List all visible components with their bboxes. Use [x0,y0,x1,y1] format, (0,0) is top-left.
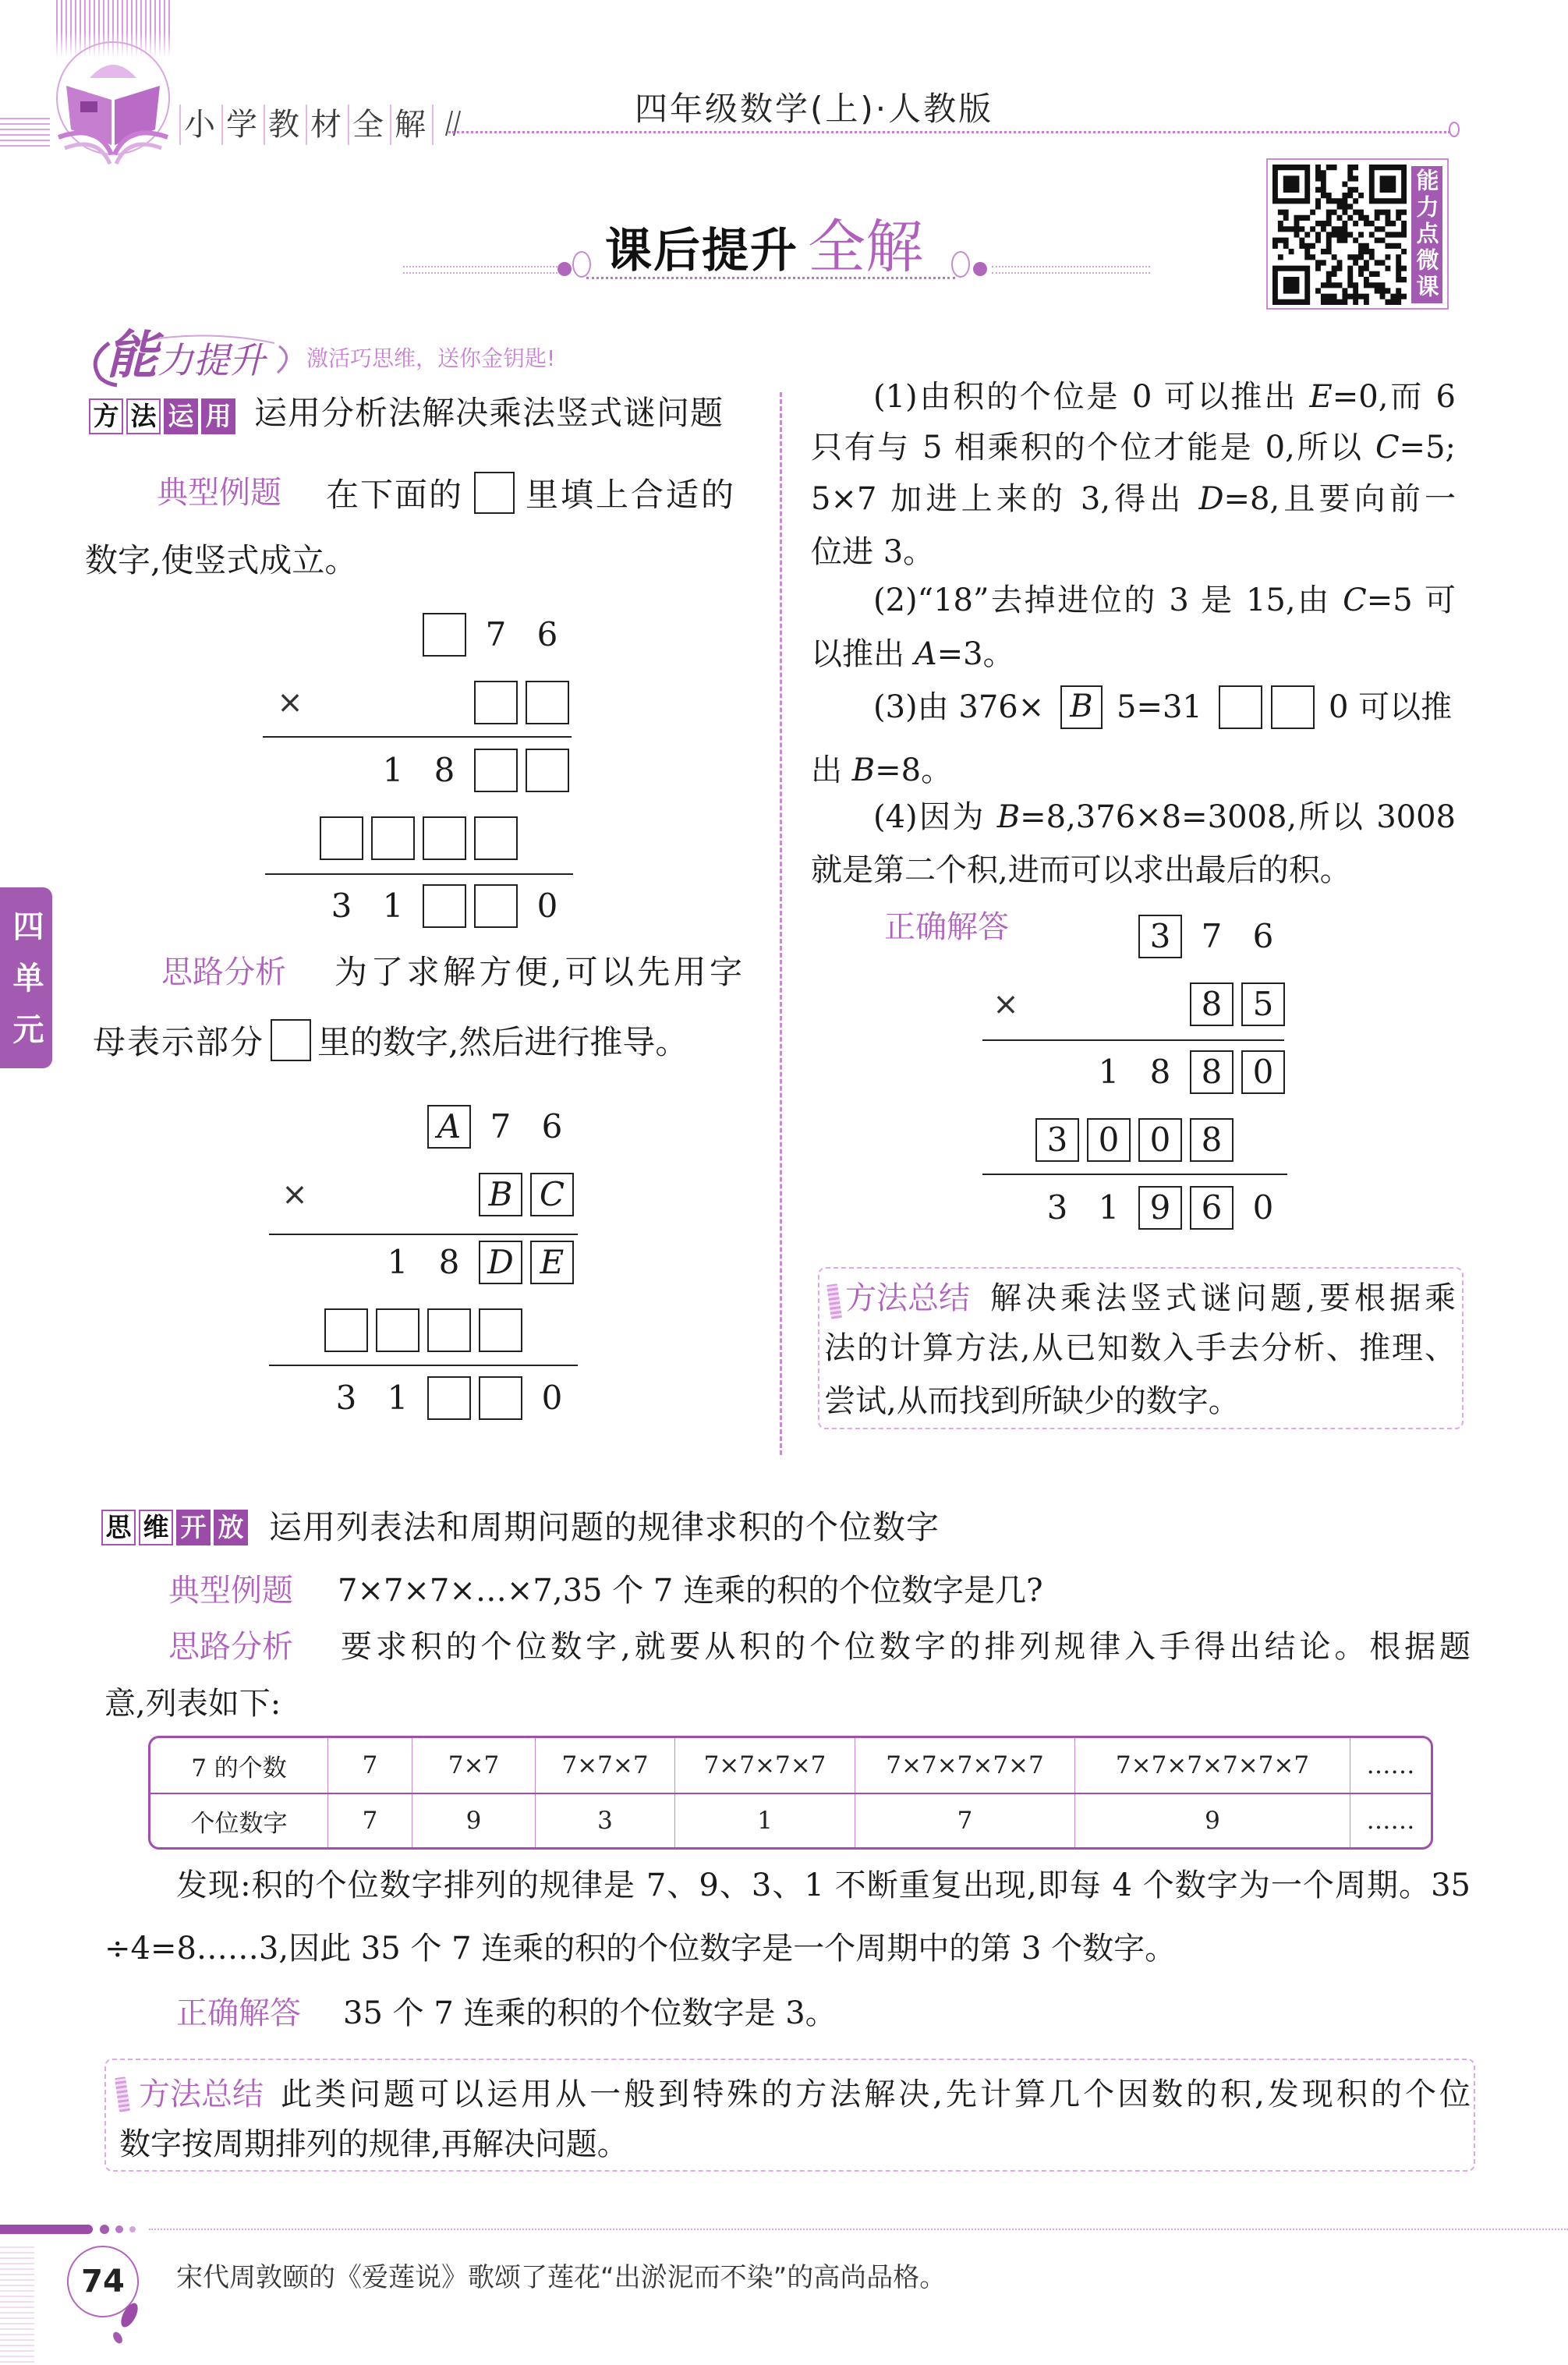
digit: 6 [541,1107,563,1145]
footer-quote: 宋代周敦颐的《爱莲说》歌颂了莲花“出淤泥而不染”的高尚品格。 [176,2262,947,2293]
table-cell: 9 [1074,1794,1350,1847]
footer-dot-icon [129,2226,136,2232]
digit: 6 [536,615,558,653]
filled-box: 6 [1190,1186,1234,1230]
analysis-label: 思路分析 [168,1629,293,1665]
summary-line: 数字按周期排列的规律,再解决问题。 [119,2126,628,2162]
table-cell: 7 [855,1794,1074,1847]
filled-box: 5 [1241,982,1285,1026]
footer-bar [0,2225,93,2234]
filled-box: B [1060,685,1103,729]
summary-line: 解决乘法竖式谜问题,要根据乘 [990,1280,1456,1316]
book-title: 四年级数学(上)·人教版 [635,90,994,128]
blank-box [320,816,363,860]
footer-stripes [0,2246,34,2363]
finding-line1: 发现:积的个位数字排列的规律是 7、9、3、1 不断重复出现,即每 4 个数字为一个周期。35 [176,1868,1471,1903]
analysis-line2 [93,1018,688,1062]
digit: 3 [1046,1188,1068,1227]
table-row [150,1793,1431,1847]
multiply-sign: × [277,684,303,720]
table-cell: 7×7×7×7 [674,1738,855,1793]
tag-char: 思 [101,1510,136,1545]
blank-box [423,884,466,928]
example-text: 在下面的 [326,476,464,514]
unit-side-tab: 四单元 [0,887,52,1068]
solution-line: 5×7 加进上来的 3,得出 D=8,且要向前一 [811,481,1456,517]
summary-label: 方法总结 [845,1280,970,1316]
filled-box: 9 [1138,1186,1182,1230]
table-cell: 7×7×7 [535,1738,674,1793]
title-underline [586,277,955,279]
variable: C [1343,582,1367,618]
table-cell: 9 [412,1794,535,1847]
open-thinking-tags [101,1510,248,1545]
analysis-line1: 为了求解方便,可以先用字 [334,953,742,991]
tag-char: 方 [89,398,123,434]
variable: B [996,799,1021,835]
digit: 7 [485,615,507,653]
finding-line2: ÷4=8……3,因此 35 个 7 连乘的积的个位数字是一个周期中的第 3 个数字。 [104,1931,1177,1967]
units-digit-table [148,1736,1433,1850]
book-logo-icon [43,37,183,170]
blank-box [423,816,466,860]
example-text: 里填上合适的 [526,476,737,514]
method-heading: 运用分析法解决乘法竖式谜问题 [254,394,724,432]
analysis-label: 思路分析 [161,954,286,990]
variable: B [851,752,876,788]
blank-box [371,816,415,860]
table-cell: 7 [327,1794,412,1847]
blank-box [474,816,518,860]
table-cell: …… [1350,1738,1431,1793]
qr-label: 能力点微课 [1411,166,1442,303]
method-tags [89,398,235,434]
answer-vertical-multiplication [993,902,1289,1241]
qr-code [1272,165,1407,305]
tag-char: 法 [126,398,161,434]
solution-line-step3 [873,685,1456,729]
variable: D [1198,481,1224,517]
title-rule-right [992,266,1150,274]
blank-box [1271,685,1315,729]
header-rule-end-icon [1449,122,1460,137]
filled-box: C [530,1173,574,1216]
solution-line: 位进 3。 [811,534,935,570]
analysis-text: 母表示部分 [93,1023,265,1061]
blank-box [474,681,518,724]
analysis-line1: 要求积的个位数字,就要从积的个位数字的排列规律入手得出结论。根据题 [341,1629,1471,1665]
tag-char: 用 [201,398,235,434]
filled-box: 8 [1190,1118,1234,1162]
digit: 0 [1252,1188,1274,1227]
pencil-icon [826,1283,842,1319]
solution-line: (1)由积的个位是 0 可以推出 E=0,而 6 [873,379,1456,415]
table-cell: 7×7×7×7×7×7 [1074,1738,1350,1793]
blank-box [271,1019,311,1061]
footer-rule [149,2229,1568,2230]
digit: 1 [387,1379,409,1417]
filled-box: B [479,1173,522,1216]
lettered-vertical-multiplication [281,1092,578,1432]
digit: 6 [1252,917,1274,955]
variable: A [914,636,937,672]
blank-box [376,1308,419,1352]
digit: 1 [387,1243,409,1281]
answer-label: 正确解答 [176,1995,301,2031]
table-cell: 7×7 [412,1738,535,1793]
method-summary-box [818,1267,1464,1429]
table-cell: 7×7×7×7×7 [855,1738,1074,1793]
table-cell: 3 [535,1794,674,1847]
step3-text: 5=31 [1117,689,1202,725]
title-dot-icon [557,262,572,276]
digit: 1 [382,887,404,925]
solution-line: 出 B=8。 [811,752,953,788]
blank-box [479,1308,522,1352]
table-cell: …… [1350,1794,1431,1847]
summary-line: 尝试,从而找到所缺少的数字。 [824,1383,1240,1419]
blank-box [474,472,515,514]
page-title [605,201,923,284]
tag-char: 运 [164,398,198,434]
title-dot-icon [973,262,987,276]
solution-line: 以推出 A=3。 [811,636,1014,672]
blank-box [427,1376,471,1420]
puzzle-vertical-multiplication [277,600,573,940]
variable: E [1309,379,1333,415]
open-heading: 运用列表法和周期问题的规律求积的个位数字 [269,1508,940,1546]
summary-line: 法的计算方法,从已知数入手去分析、推理、 [824,1330,1456,1366]
series-name: 小学教材全解 [179,104,437,145]
digit: 3 [331,887,352,925]
footer-dot-icon [100,2225,109,2234]
qr-code-modules [1272,165,1407,305]
table-cell: 1 [674,1794,855,1847]
digit: 8 [438,1243,460,1281]
example-label: 典型例题 [168,1573,293,1609]
filled-box: D [479,1241,522,1284]
qr-code-panel [1266,158,1449,310]
column-divider [780,392,782,1455]
analysis-text: 里的数字,然后进行推导。 [317,1023,688,1061]
row-header: 7 的个数 [191,1754,287,1783]
table-cell: 7 [327,1738,412,1793]
digit: 7 [490,1107,511,1145]
blank-box [479,1376,522,1420]
solution-line: (4)因为 B=8,376×8=3008,所以 3008 [873,799,1456,835]
digit: 7 [1201,917,1223,955]
digit: 0 [541,1379,563,1417]
digit: 0 [536,887,558,925]
step3-text: (3)由 376× [873,689,1045,725]
pencil-icon [115,2076,130,2112]
analysis-line2: 意,列表如下: [104,1686,281,1722]
blank-box [1219,685,1262,729]
example-text: 7×7×7×…×7,35 个 7 连乘的积的个位数字是几? [338,1573,1043,1609]
title-ring-icon [572,251,591,278]
filled-box: A [427,1105,471,1149]
page-title-main: 课后提升 [605,224,798,278]
leaf-icon [111,2331,125,2346]
solution-line: 只有与 5 相乘积的个位才能是 0,所以 C=5; [811,430,1456,466]
summary-label: 方法总结 [139,2076,264,2112]
filled-box: 8 [1190,982,1234,1026]
summary-line: 此类问题可以运用从一般到特殊的方法解决,先计算几个因数的积,发现积的个位 [281,2076,1471,2112]
digit: 1 [1098,1053,1120,1091]
blank-box [474,884,518,928]
digit: 1 [382,751,404,789]
solution-line: (2)“18”去掉进位的 3 是 15,由 C=5 可 [873,582,1456,618]
blank-box [526,681,569,724]
header-rule [448,131,1450,133]
page-number: 74 [67,2246,139,2317]
title-rule-left [403,266,557,274]
tag-char: 开 [176,1510,211,1545]
open-summary-box [104,2059,1475,2172]
filled-box: 0 [1087,1118,1131,1162]
row-header: 个位数字 [190,1809,288,1838]
multiply-sign: × [281,1176,308,1213]
answer-label: 正确解答 [884,909,1009,945]
example-label: 典型例题 [157,475,281,511]
digit: 8 [434,751,455,789]
digit: 1 [1098,1188,1120,1227]
example-line2: 数字,使竖式成立。 [85,541,358,579]
answer-text: 35 个 7 连乘的积的个位数字是 3。 [343,1995,837,2031]
digit: 3 [335,1379,357,1417]
section-badge-title: 能力提升 [106,325,265,385]
blank-box [423,613,466,657]
solution-line: 就是第二个积,进而可以求出最后的积。 [811,852,1351,888]
filled-box: 3 [1035,1118,1079,1162]
digit: 8 [1149,1053,1171,1091]
blank-box [474,749,518,792]
filled-box: E [530,1241,574,1284]
blank-box [427,1308,471,1352]
tag-char: 放 [214,1510,248,1545]
section-badge-slogan: 激活巧思维，送你金钥匙! [306,345,556,371]
filled-box: 8 [1190,1050,1234,1094]
filled-box: 3 [1138,915,1182,958]
step3-text: 0 可以推 [1329,689,1453,725]
page-title-accent: 全解 [808,214,923,281]
footer-dot-icon [115,2225,123,2233]
multiply-sign: × [993,986,1019,1022]
filled-box: 0 [1241,1050,1285,1094]
blank-box [324,1308,368,1352]
example-line1 [326,471,736,515]
title-ring-icon [951,251,970,278]
variable: C [1375,430,1400,466]
tag-char: 维 [139,1510,173,1545]
filled-box: 0 [1138,1118,1182,1162]
blank-box [526,749,569,792]
table-row [150,1738,1431,1793]
